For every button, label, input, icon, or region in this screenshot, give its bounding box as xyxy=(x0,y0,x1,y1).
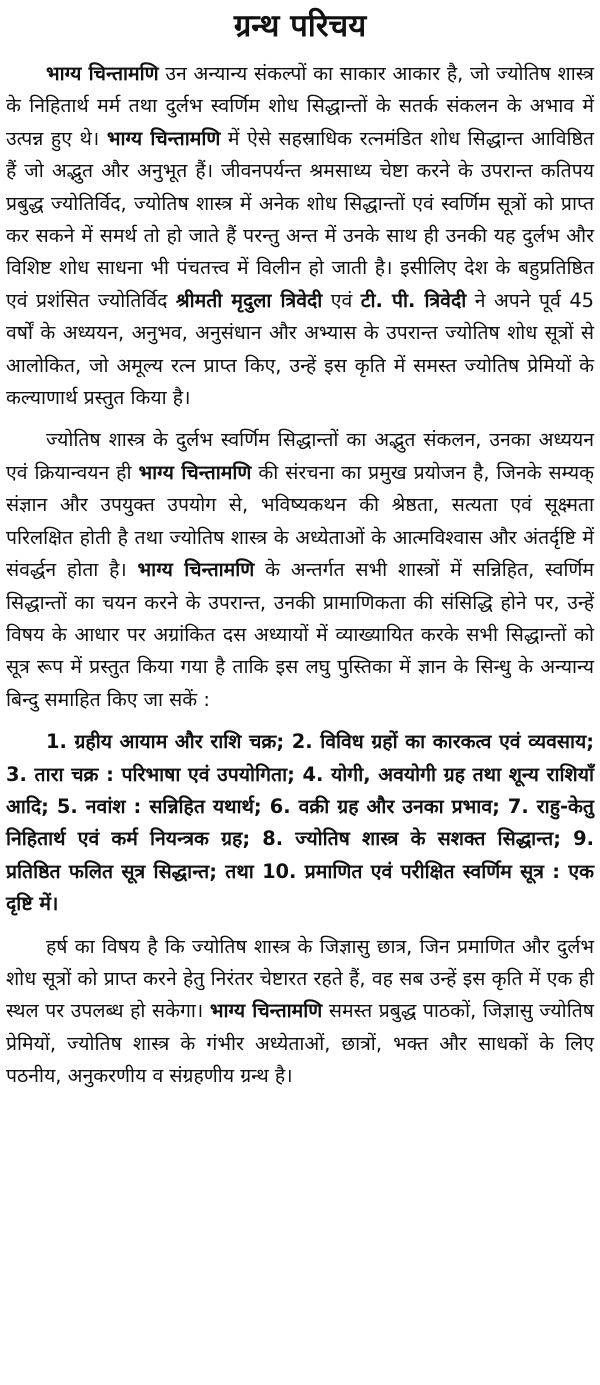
paragraph-intro: भाग्य चिन्तामणि उन अन्यान्य संकल्पों का साकार आकार है, जो ज्योतिष शास्त्र के निहितार्थ मर्म तथा दुर्लभ स्वर्णिम शोध सिद्धान्तों के सतर्क संकलन के अभाव में उत्पन्न हुए थे। भाग्य चिन्तामणि में ऐसे सहस्राधिक रत्नमंडित शोध सिद्धान्त आविष्ठित हैं जो अद्भुत और अनुभूत हैं। जीवनपर्यन्त श्रमसाध्य चेष्टा करने के उपरान्त कतिपय प्रबुद्ध ज्योतिर्विद, ज्योतिष शास्त्र में अनेक शोध सिद्धान्तों एवं स्वर्णिम सूत्रों को प्राप्त कर सकने में समर्थ तो हो जाते हैं परन्तु अन्त में उनके साथ ही उनकी यह दुर्लभ और विशिष्ट शोध साधना भी पंचतत्त्व में विलीन हो जाती है। इसीलिए देश के बहुप्रतिष्ठित एवं प्रशंसित ज्योतिर्विद श्रीमती मृदुला त्रिवेदी एवं टी. पी. त्रिवेदी ने अपने पूर्व 45 वर्षों के अध्ययन, अनुभव, अनुसंधान और अभ्यास के उपरान्त ज्योतिष शोध सूत्रों से आलोकित, जो अमूल्य रत्न प्राप्त किए, उन्हें इस कृति में समस्त ज्योतिष प्रेमियों के कल्याणार्थ प्रस्तुत किया है। xyxy=(6,62,594,410)
emphasis-text: भाग्य चिन्तामणि xyxy=(138,460,252,484)
emphasis-text: 1. ग्रहीय आयाम और राशि चक्र; 2. विविध ग्रहों का कारकत्व एवं व्यवसाय; 3. तारा चक्र : परिभाषा एवं उपयोगिता; 4. योगी, अवयोगी ग्रह तथा शून्य राशियाँ आदि; 5. नवांश : सन्निहित यथार्थ; 6. वक्री ग्रह और उनका प्रभाव; 7. राहु-केतु निहितार्थ एवं कर्म नियन्त्रक ग्रह; 8. ज्योतिष शास्त्र के सशक्त सिद्धान्त; 9. प्रतिष्ठित फलित सूत्र सिद्धान्त; तथा 10. प्रमाणित एवं परीक्षित स्वर्णिम सूत्र : एक दृष्टि में। xyxy=(6,730,594,916)
emphasis-text: श्रीमती मृदुला त्रिवेदी xyxy=(175,288,323,312)
page-title: ग्रन्थ परिचय xyxy=(233,8,367,44)
emphasis-text: भाग्य चिन्तामणि xyxy=(46,62,159,85)
emphasis-text: भाग्य चिन्तामणि xyxy=(137,558,255,582)
emphasis-text: टी. पी. त्रिवेदी xyxy=(360,288,467,312)
paragraph-conclusion: हर्ष का विषय है कि ज्योतिष शास्त्र के जिज्ञासु छात्र, जिन प्रमाणित और दुर्लभ शोध सूत्रों को प्राप्त करने हेतु निरंतर चेष्टारत रहते हैं, वह सब उन्हें इस कृति में एक ही स्थल पर उपलब्ध हो सकेगा। भाग्य चिन्तामणि समस्त प्रबुद्ध पाठकों, जिज्ञासु ज्योतिष प्रेमियों, ज्योतिष शास्त्र के गंभीर अध्येताओं, छात्रों, भक्त और साधकों के लिए पठनीय, अनुकरणीय व संग्रहणीय ग्रन्थ है। xyxy=(6,934,594,1088)
paragraph-chapter-list xyxy=(6,726,594,920)
paragraph-purpose: ज्योतिष शास्त्र के दुर्लभ स्वर्णिम सिद्धान्तों का अद्भुत संकलन, उनका अध्ययन एवं क्रियान्वयन ही भाग्य चिन्तामणि की संरचना का प्रमुख प्रयोजन है, जिनके सम्यक् संज्ञान और उपयुक्त उपयोग से, भविष्यकथन की श्रेष्ठता, सत्यता एवं सूक्ष्मता परिलक्षित होती है तथा ज्योतिष शास्त्र के अध्येताओं के आत्मविश्वास और अंतर्दृष्टि में संवर्द्धन होता है। भाग्य चिन्तामणि के अन्तर्गत सभी शास्त्रों में सन्निहित, स्वर्णिम सिद्धान्तों का चयन करने के उपरान्त, उनकी प्रामाणिकता की संसिद्धि होने पर, उन्हें विषय के आधार पर अग्रांकित दस अध्यायों में व्याख्यायित करके सभी सिद्धान्तों को सूत्र रूप में प्रस्तुत किया गया है ताकि इस लघु पुस्तिका में ज्ञान के सिन्धु के अन्यान्य बिन्दु समाहित किए जा सकें : xyxy=(6,428,595,711)
emphasis-text: भाग्य चिन्तामणि xyxy=(106,126,221,150)
emphasis-text: भाग्य चिन्तामणि xyxy=(209,999,323,1023)
